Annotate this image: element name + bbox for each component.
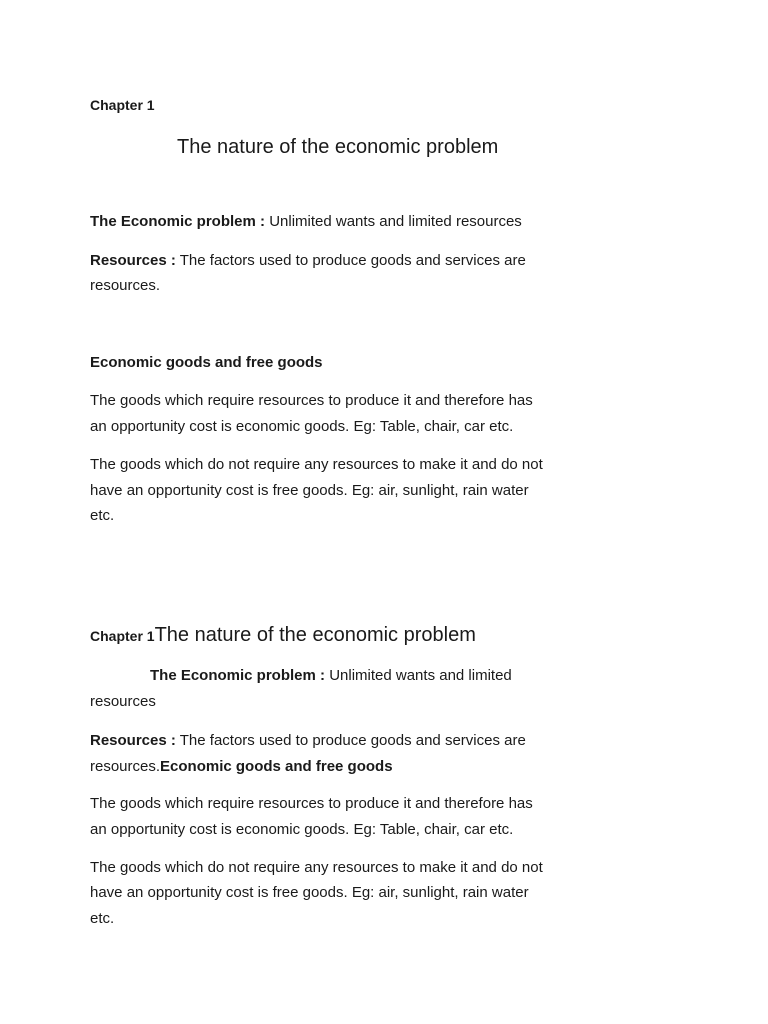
- economic-problem-definition: [90, 212, 522, 232]
- economic-problem-definition: [150, 666, 512, 686]
- chapter-label: Chapter 1: [90, 628, 155, 644]
- resources-definition-cont: [90, 757, 393, 777]
- economic-problem-definition-cont: resources: [90, 693, 156, 710]
- economic-problem-text: Unlimited wants and limited resources: [265, 213, 522, 230]
- chapter-title: The nature of the economic problem: [154, 624, 476, 646]
- economic-goods-paragraph-line2: an opportunity cost is economic goods. Eg: Table, chair, car etc.: [90, 821, 514, 838]
- economic-goods-paragraph-line1: The goods which require resources to produce it and therefore has: [90, 392, 533, 409]
- free-goods-paragraph-line1: The goods which do not require any resources to make it and do not: [90, 456, 543, 473]
- economic-goods-paragraph-line1: The goods which require resources to produce it and therefore has: [90, 795, 533, 812]
- resources-text: The factors used to produce goods and services are: [175, 252, 526, 269]
- free-goods-paragraph-line2: have an opportunity cost is free goods. Eg: air, sunlight, rain water: [90, 482, 529, 499]
- term-economic-problem: The Economic problem :: [90, 213, 266, 230]
- resources-definition: [90, 251, 526, 271]
- resources-definition-cont: resources.: [90, 277, 161, 294]
- chapter-heading-combined: [90, 622, 476, 650]
- free-goods-paragraph-line2: have an opportunity cost is free goods. Eg: air, sunlight, rain water: [90, 884, 529, 901]
- term-resources: Resources :: [90, 252, 176, 269]
- economic-problem-text: Unlimited wants and limited: [325, 667, 512, 684]
- free-goods-paragraph-line1: The goods which do not require any resources to make it and do not: [90, 859, 543, 876]
- free-goods-paragraph-line3: etc.: [90, 910, 115, 927]
- resources-text: The factors used to produce goods and services are: [175, 732, 526, 749]
- term-resources: Resources :: [90, 732, 176, 749]
- chapter-label: Chapter 1: [90, 97, 155, 113]
- goods-heading: Economic goods and free goods: [90, 354, 323, 371]
- resources-definition: [90, 731, 526, 751]
- economic-goods-paragraph-line2: an opportunity cost is economic goods. Eg: Table, chair, car etc.: [90, 418, 514, 435]
- term-economic-problem: The Economic problem :: [150, 667, 326, 684]
- resources-text-cont: resources.: [90, 758, 161, 775]
- goods-heading: Economic goods and free goods: [160, 758, 393, 775]
- chapter-title: The nature of the economic problem: [177, 136, 499, 158]
- free-goods-paragraph-line3: etc.: [90, 507, 115, 524]
